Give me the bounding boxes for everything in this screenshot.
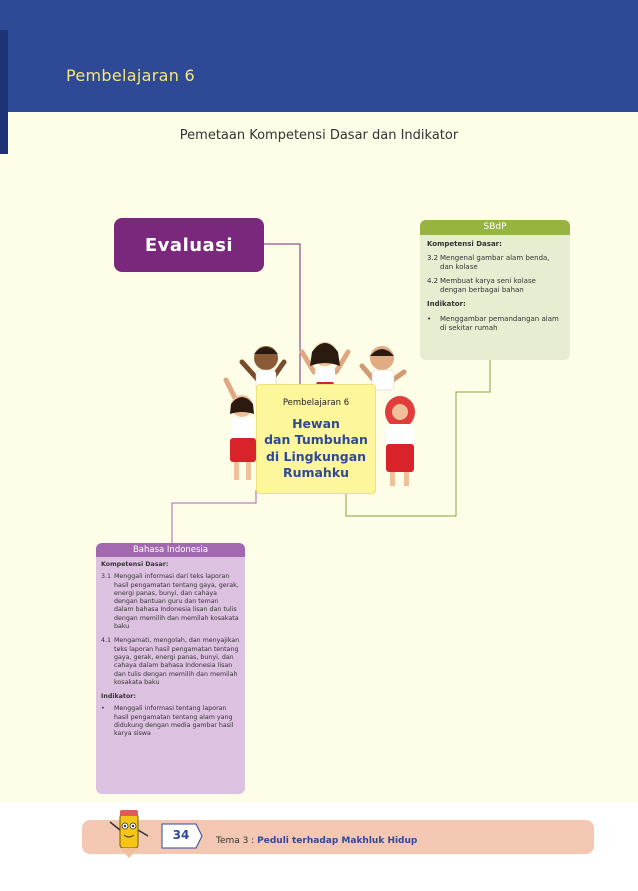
child-left-bottom-icon xyxy=(226,380,256,480)
footer-theme: Tema 3 : Peduli terhadap Makhluk Hidup xyxy=(216,836,418,846)
list-item: • Menggali informasi tentang laporan hasil pengamatan tentang alam yang didukung dengan media gambar hasil karya siswa xyxy=(101,705,234,738)
pencil-mascot-icon xyxy=(108,808,150,858)
list-item: • Menggambar pemandangan alam di sekitar rumah xyxy=(427,314,559,332)
bahasa-indikator-label: Indikator: xyxy=(101,693,136,701)
center-scroll xyxy=(256,384,376,494)
page-number: 34 xyxy=(172,828,190,842)
sbdp-card xyxy=(420,220,570,360)
center-label: Pembelajaran 6 xyxy=(282,398,350,408)
list-item: 3.2 Mengenal gambar alam benda, dan kolase xyxy=(427,254,550,272)
bahasa-indonesia-card xyxy=(96,543,245,794)
lesson-title: Pembelajaran 6 xyxy=(66,66,195,85)
evaluation-box xyxy=(114,218,264,272)
sbdp-title: SBdP xyxy=(420,220,570,235)
bahasa-kd-label: Kompetensi Dasar: xyxy=(101,561,169,568)
center-title: Hewan dan Tumbuhan di Lingkungan Rumahku xyxy=(264,416,368,480)
child-right-bottom-icon xyxy=(385,396,415,486)
bahasa-title: Bahasa Indonesia xyxy=(96,543,245,557)
sbdp-indikator-label: Indikator: xyxy=(427,300,466,309)
evaluation-label: Evaluasi xyxy=(144,234,234,256)
list-item: 4.2 Membuat karya seni kolase dengan berbagai bahan xyxy=(427,277,536,295)
list-item: 4.1 Mengamati, mengolah, dan menyajikan teks laporan hasil pengamatan tentang gaya, gerak, energi panas, bunyi, dan cahaya dalam bahasa Indonesia lisan dan tulis dengan memilih dan memilah kosakata baku xyxy=(101,637,240,686)
list-item: 3.1 Menggali informasi dari teks laporan hasil pengamatan tentang gaya, gerak, energi panas, bunyi, dan cahaya dengan bantuan guru dan teman dalam bahasa Indonesia lisan dan tulis dengan memilih dan memilah kosakata baku xyxy=(101,573,239,631)
sbdp-kd-label: Kompetensi Dasar: xyxy=(427,240,502,248)
document-title: Pemetaan Kompetensi Dasar dan Indikator xyxy=(179,128,459,143)
